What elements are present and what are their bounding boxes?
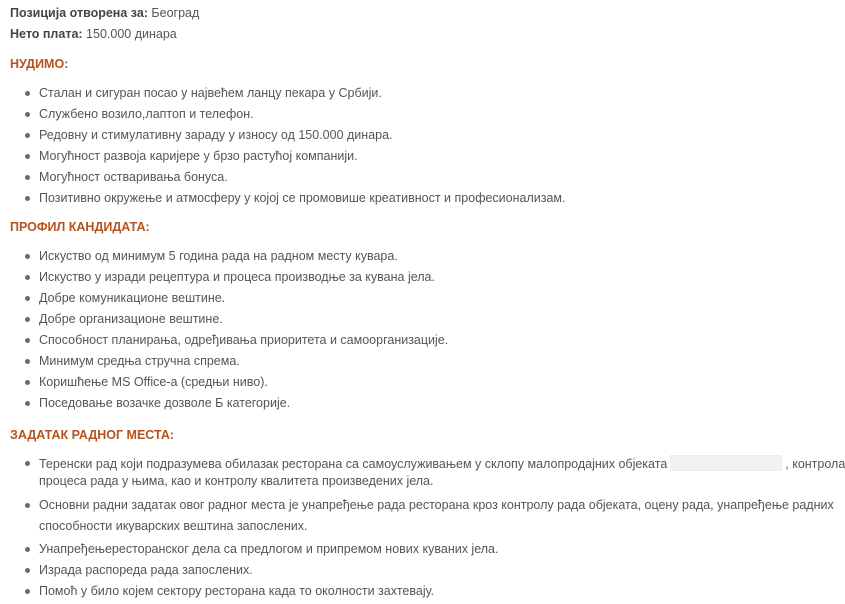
list-item (0, 332, 800, 353)
list-item-text: Унапређењересторанског дела са предлогом и припремом нових куваних јела. (39, 542, 499, 556)
list-item (0, 127, 800, 148)
list-item-text: Позитивно окружење и атмосферу у којој се промовише креативност и професионализам. (39, 191, 566, 205)
bullet-icon (25, 296, 30, 301)
bullet-icon (25, 275, 30, 280)
list-item (0, 497, 834, 518)
profile-heading: ПРОФИЛ КАНДИДАТА: (10, 220, 150, 234)
list-item (0, 269, 800, 290)
bullet-icon (25, 568, 30, 573)
list-item-text: Поседовање возачке дозволе Б категорије. (39, 396, 291, 410)
bullet-icon (25, 547, 30, 552)
bullet-icon (25, 175, 30, 180)
list-item (0, 106, 800, 127)
duty-2-line-2: способности икуварских вештина запослених. (39, 519, 308, 533)
bullet-icon (25, 589, 30, 594)
list-item (0, 374, 800, 395)
bullet-icon (25, 380, 30, 385)
bullet-icon (25, 317, 30, 322)
redacted-block (670, 455, 782, 471)
list-item-text: Могућност развоја каријере у брзо растућој компанији. (39, 149, 358, 163)
duty-1-line-1-end: , контрола (785, 457, 845, 471)
list-item-text: Редовну и стимулативну зараду у износу од 150.000 динара. (39, 128, 393, 142)
list-item (0, 290, 800, 311)
list-item-text: Службено возило,лаптоп и телефон. (39, 107, 254, 121)
bullet-icon (25, 503, 30, 508)
list-item-text: Коришћење MS Office-а (средњи ниво). (39, 375, 268, 389)
bullet-icon (25, 112, 30, 117)
bullet-icon (25, 254, 30, 259)
list-item-text: Помоћ у било којем сектору ресторана када то околности захтевају. (39, 584, 435, 598)
bullet-icon (25, 359, 30, 364)
list-item-text (39, 455, 845, 472)
bullet-icon (25, 401, 30, 406)
list-item-text: Израда распореда рада запослених. (39, 563, 253, 577)
bullet-icon (25, 196, 30, 201)
list-item (0, 311, 800, 332)
list-item-text: Способност планирања, одређивања приоритета и самоорганизације. (39, 333, 449, 347)
bullet-icon (25, 91, 30, 96)
list-item-text: Искуство од минимум 5 година рада на радном месту кувара. (39, 249, 398, 263)
position-value: Београд (147, 6, 200, 20)
list-item (0, 148, 800, 169)
offer-heading: НУДИМО: (10, 57, 69, 71)
list-item (0, 190, 800, 211)
list-item (0, 395, 800, 416)
salary-label: Нето плата: (10, 27, 83, 41)
bullet-icon (25, 154, 30, 159)
duty-1-line-2: процеса рада у њима, као и контролу квалитета произведених јела. (39, 474, 434, 488)
duties-heading: ЗАДАТАК РАДНОГ МЕСТА: (10, 428, 175, 442)
list-item (0, 541, 800, 562)
list-item (0, 169, 800, 190)
list-item (0, 562, 800, 583)
position-label: Позиција отворена за: (10, 6, 148, 20)
list-item-text: Добре организационе вештине. (39, 312, 223, 326)
list-item-text: Добре комуникационе вештине. (39, 291, 226, 305)
bullet-icon (25, 133, 30, 138)
list-item (0, 85, 800, 106)
list-item-text: Искуство у изради рецептура и процеса производње за кувана јела. (39, 270, 435, 284)
list-item (0, 248, 800, 269)
list-item-text: Минимум средња стручна спрема. (39, 354, 240, 368)
bullet-icon (25, 338, 30, 343)
list-item-text: Могућност остваривања бонуса. (39, 170, 228, 184)
salary-line (10, 26, 177, 42)
list-item-text: Сталан и сигуран посао у највећем ланцу пекара у Србији. (39, 86, 382, 100)
list-item (0, 583, 800, 604)
list-item-text: Основни радни задатак овог радног места је унапређење рада ресторана кроз контролу рада објеката, оцену рада, унапређење радних (39, 498, 834, 512)
duty-1-line-1-start: Теренски рад који подразумева обилазак ресторана са самоуслуживањем у склопу малопродајних објеката (39, 457, 668, 471)
list-item (0, 353, 800, 374)
position-line (10, 5, 199, 21)
salary-value: 150.000 динара (82, 27, 177, 41)
bullet-icon (25, 461, 30, 466)
